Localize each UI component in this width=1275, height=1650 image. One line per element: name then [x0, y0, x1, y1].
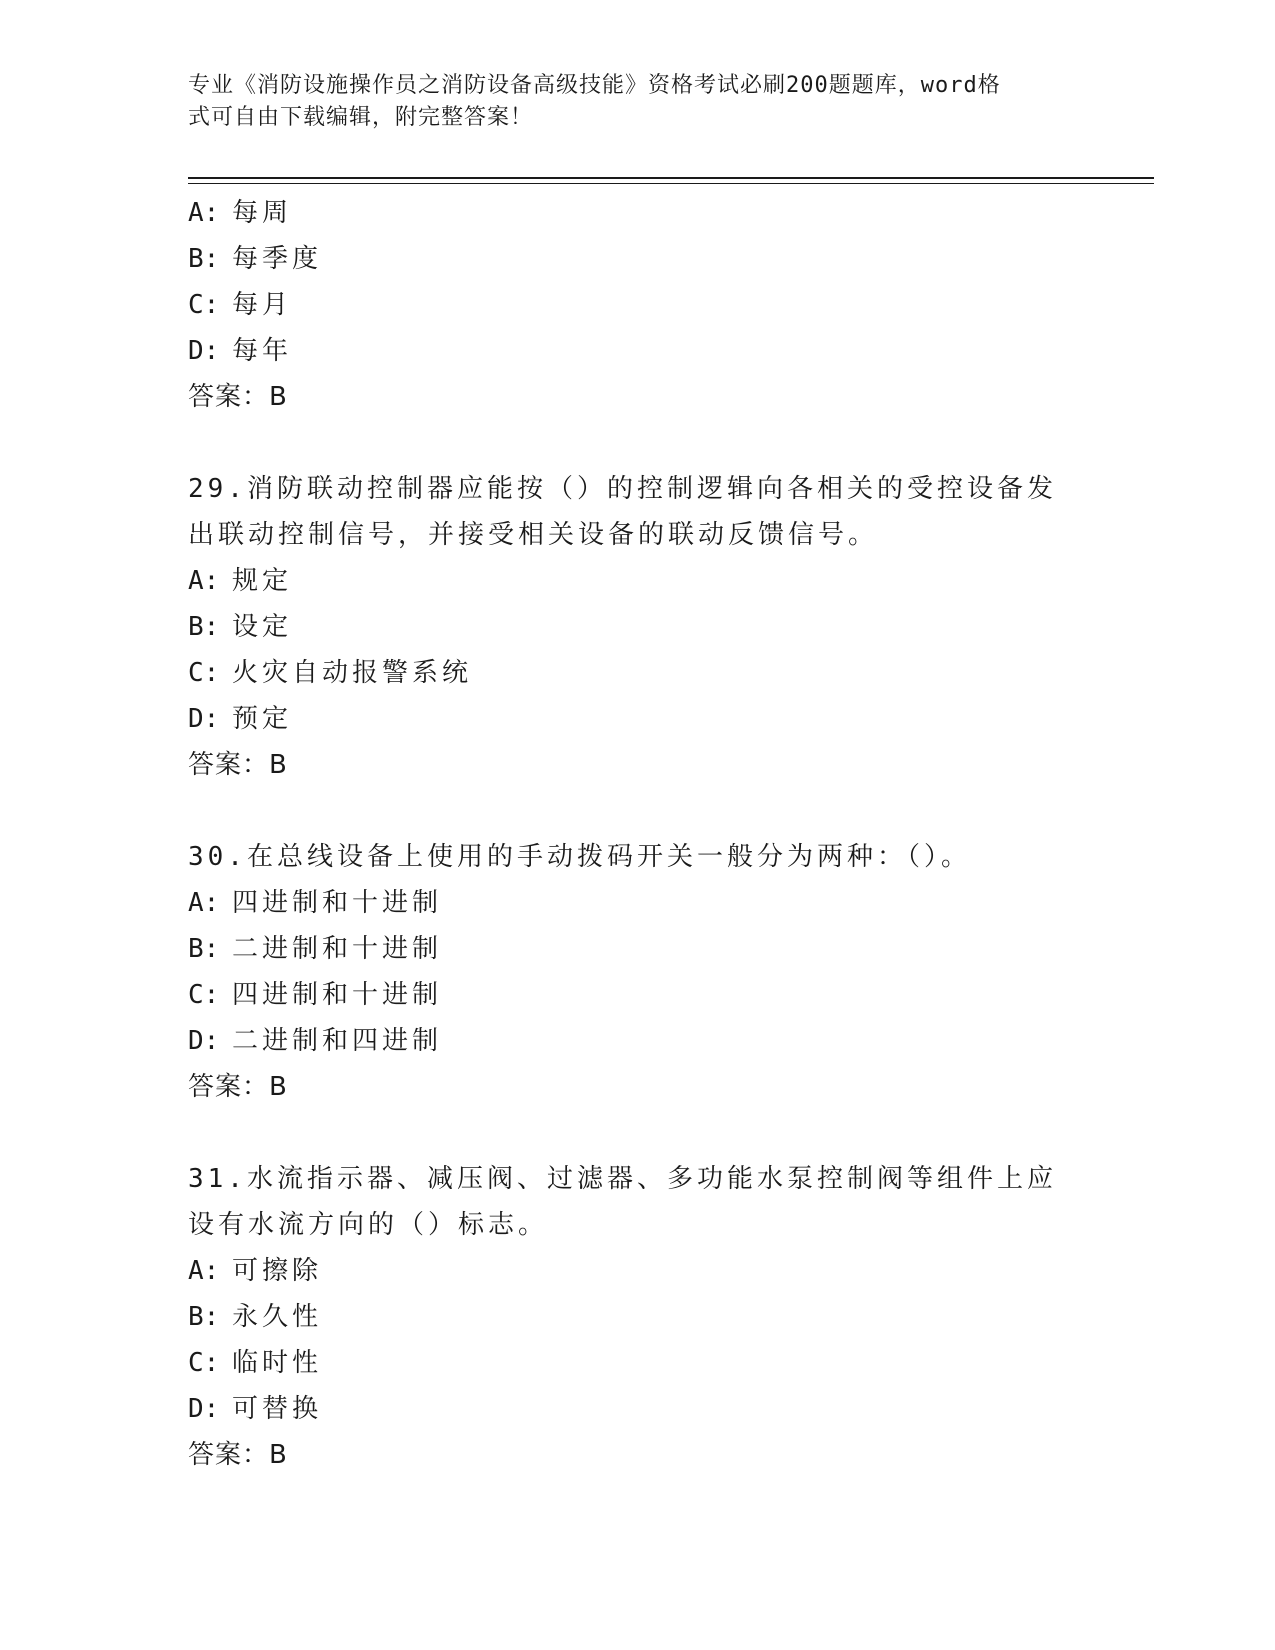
question-block-29: [188, 466, 1068, 788]
question-stem: 31.水流指示器、减压阀、过滤器、多功能水泵控制阀等组件上应设有水流方向的（）标志。: [188, 1164, 1057, 1240]
option-c: C: 四进制和十进制: [188, 980, 443, 1010]
question-stem: 30.在总线设备上使用的手动拨码开关一般分为两种：（）。: [188, 842, 971, 872]
answer-line: 答案：B: [188, 382, 288, 412]
option-c: C: 临时性: [188, 1348, 323, 1378]
answer-line: 答案：B: [188, 1072, 288, 1102]
answer-line: 答案：B: [188, 1440, 288, 1470]
option-a: A: 每周: [188, 198, 293, 228]
option-c: C: 火灾自动报警系统: [188, 658, 473, 688]
question-list: [188, 190, 1068, 1478]
option-d: D: 二进制和四进制: [188, 1026, 443, 1056]
option-d: D: 可替换: [188, 1394, 323, 1424]
option-b: B: 二进制和十进制: [188, 934, 443, 964]
document-header: [188, 70, 1068, 134]
question-block-28: [188, 190, 1068, 420]
option-a: A: 四进制和十进制: [188, 888, 443, 918]
header-rule-thick: [188, 177, 1154, 179]
option-b: B: 设定: [188, 612, 293, 642]
option-b: B: 永久性: [188, 1302, 323, 1332]
option-a: A: 规定: [188, 566, 293, 596]
header-line-2: 式可自由下载编辑，附完整答案！: [188, 105, 534, 130]
question-block-31: [188, 1156, 1068, 1478]
option-c: C: 每月: [188, 290, 293, 320]
answer-line: 答案：B: [188, 750, 288, 780]
header-line-1: 专业《消防设施操作员之消防设备高级技能》资格考试必刷200题题库，word格: [188, 73, 1001, 98]
option-b: B: 每季度: [188, 244, 323, 274]
option-a: A: 可擦除: [188, 1256, 323, 1286]
question-stem: 29.消防联动控制器应能按（）的控制逻辑向各相关的受控设备发出联动控制信号，并接受相关设备的联动反馈信号。: [188, 474, 1057, 550]
question-block-30: [188, 834, 1068, 1110]
option-d: D: 每年: [188, 336, 293, 366]
option-d: D: 预定: [188, 704, 293, 734]
header-rule-thin: [188, 183, 1154, 184]
